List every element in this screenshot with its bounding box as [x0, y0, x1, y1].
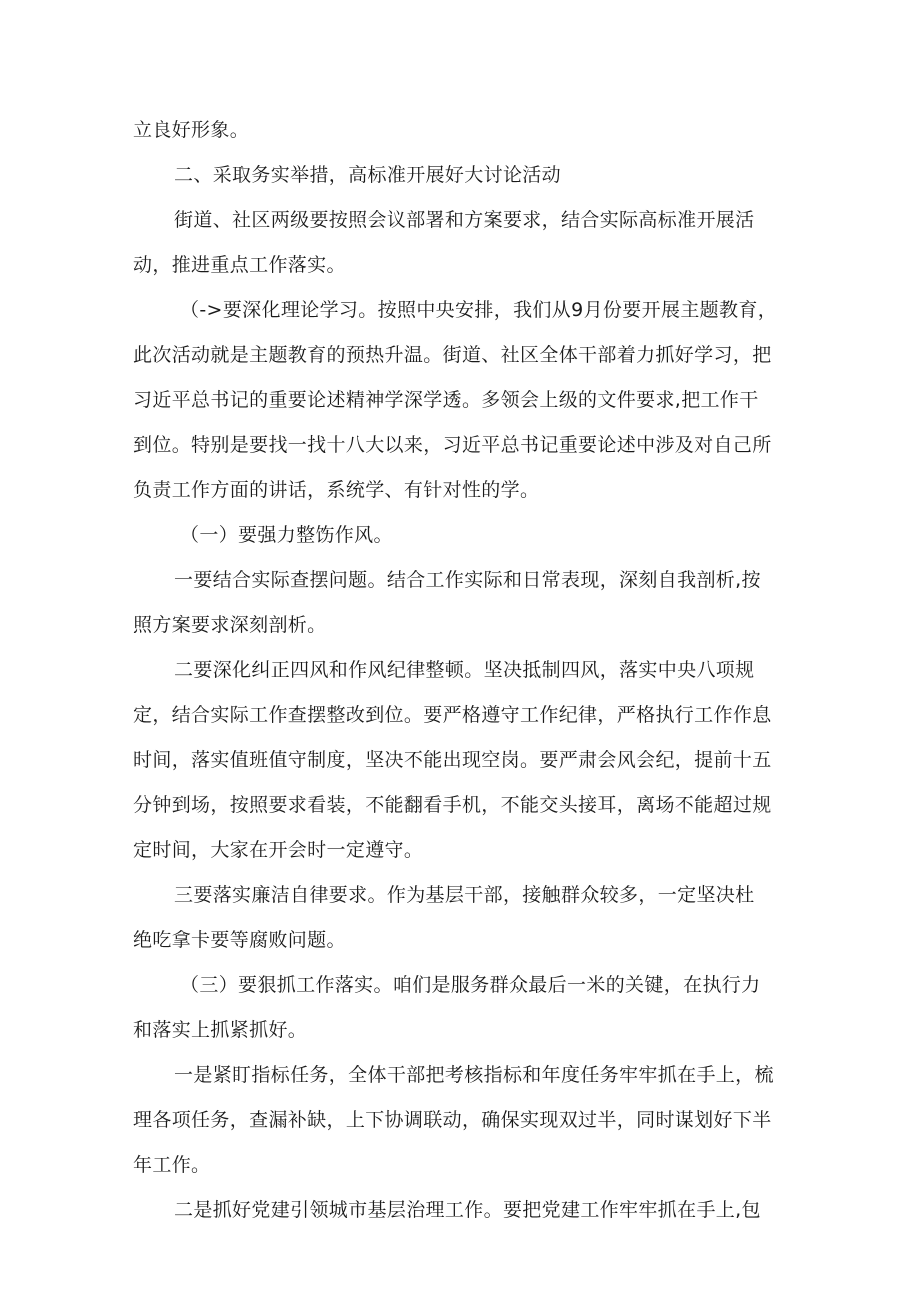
text-line: 习近平总书记的重要论述精神学深学透。多领会上级的文件要求,把工作干	[133, 389, 759, 411]
text-line: 定时间，大家在开会时一定遵守。	[133, 839, 424, 861]
text-line: 理各项任务，查漏补缺，上下协调联动，确保实现双过半，同时谋划好下半	[133, 1109, 772, 1131]
text-line: 一是紧盯指标任务，全体干部把考核指标和年度任务牢牢抓在手上，梳	[174, 1064, 774, 1086]
section-heading: 二、采取务实举措，高标准开展好大讨论活动	[174, 164, 562, 186]
subsection-heading: （一）要强力整饬作风。	[180, 524, 393, 546]
text-line: 二要深化纠正四风和作风纪律整顿。坚决抵制四风，落实中央八项规	[174, 659, 755, 681]
text-line: 照方案要求深刻剖析。	[133, 614, 327, 636]
text-line: 街道、社区两级要按照会议部署和方案要求，结合实际高标准开展活	[174, 209, 755, 231]
text-line: 二是抓好党建引领城市基层治理工作。要把党建工作牢牢抓在手上,包	[174, 1199, 761, 1221]
text-line: 动，推进重点工作落实。	[133, 254, 346, 276]
subsection-heading: （三）要狠抓工作落实。咱们是服务群众最后一米的关键，在执行力	[180, 974, 761, 996]
text-line: 定，结合实际工作查摆整改到位。要严格遵守工作纪律，严格执行工作作息	[133, 704, 772, 726]
text-line: 绝吃拿卡要等腐败问题。	[133, 929, 346, 951]
text-line: 此次活动就是主题教育的预热升温。街道、社区全体干部着力抓好学习，把	[133, 344, 772, 366]
subsection-heading: （->要深化理论学习。按照中央安排，我们从9月份要开展主题教育，	[180, 299, 778, 321]
text-line: 时间，落实值班值守制度，坚决不能出现空岗。要严肃会风会纪，提前十五	[133, 749, 772, 771]
text-line: 立良好形象。	[133, 119, 250, 141]
text-line: 一要结合实际查摆问题。结合工作实际和日常表现，深刻自我剖析,按	[174, 569, 761, 591]
text-line: 三要落实廉洁自律要求。作为基层干部，接触群众较多，一定坚决杜	[174, 884, 755, 906]
text-line: 年工作。	[133, 1154, 211, 1176]
text-line: 分钟到场，按照要求看装，不能翻看手机，不能交头接耳，离场不能超过规	[133, 794, 772, 816]
text-line: 和落实上抓紧抓好。	[133, 1019, 308, 1041]
text-line: 负责工作方面的讲话，系统学、有针对性的学。	[133, 479, 540, 501]
text-line: 到位。特别是要找一找十八大以来，习近平总书记重要论述中涉及对自己所	[133, 434, 772, 456]
